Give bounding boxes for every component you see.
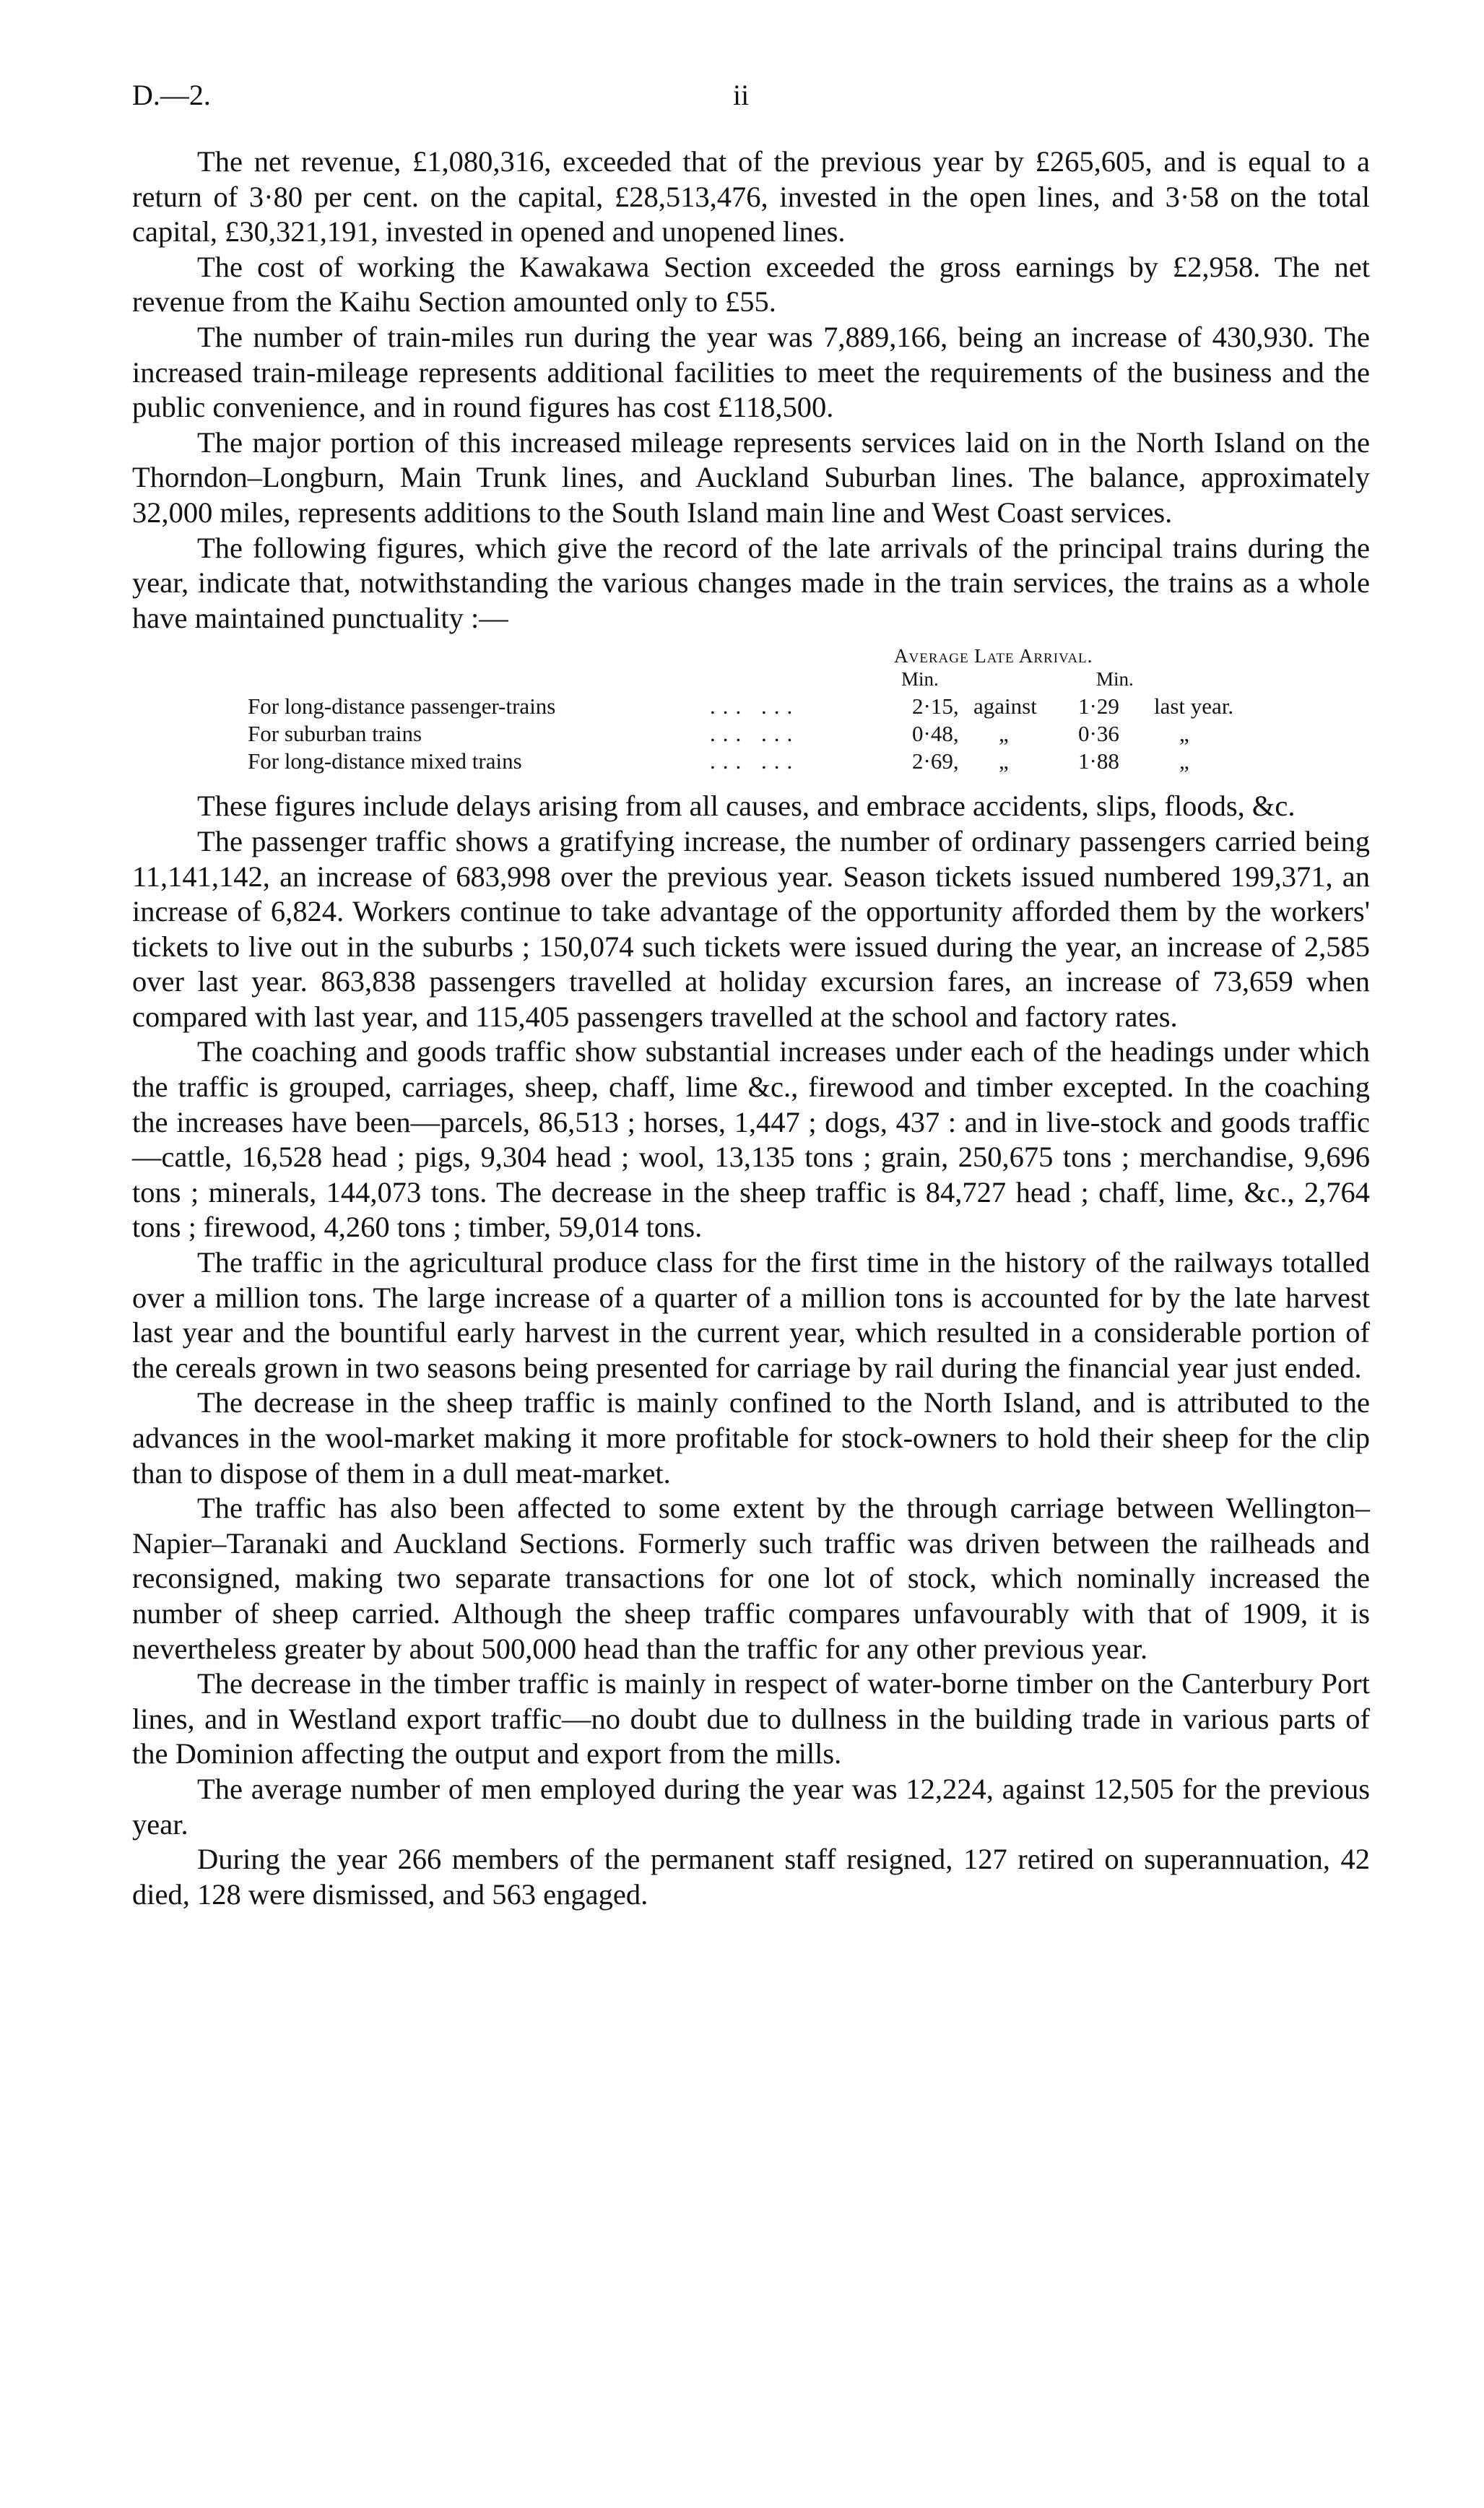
paragraph-net-revenue: The net revenue, £1,080,316, exceeded that of the previous year by £265,605, and is equal to a return of 3·80 per cent. on the capital, £28,513,476, invested in the open lines, and 3·58 on the total capital, £30,321,191, invested in opened and unopened lines. bbox=[132, 145, 1370, 248]
against-text: „ bbox=[999, 721, 1009, 747]
paragraph-through-carriage: The traffic has also been affected to some extent by the through carriage between Wellington–Napier–Taranaki and Auckland Sections. Formerly such traffic was driven between the railheads and reconsigned, making two separate transactions for one lot of stock, which nominally increased the number of sheep carried. Although the sheep traffic compares unfavourably with that of 1909, it is nevertheless greater by about 500,000 head than the traffic for any other previous year. bbox=[132, 1492, 1370, 1665]
paragraph-staff-changes: During the year 266 members of the permanent staff resigned, 127 retired on superannuation, 42 died, 128 were dismissed, and 563 engaged. bbox=[132, 1843, 1370, 1911]
leader-dots: ... ... bbox=[710, 748, 800, 774]
late-arrival-table bbox=[132, 643, 1370, 780]
suffix-text: „ bbox=[1179, 748, 1189, 774]
page-number: ii bbox=[733, 79, 750, 111]
current-value: 0·48, bbox=[912, 721, 959, 747]
paragraph-coaching-goods: The coaching and goods traffic show substantial increases under each of the headings under which the traffic is grouped, carriages, sheep, chaff, lime &c., firewood and timber excepted. In the coaching the increases have been—parcels, 86,513 ; horses, 1,447 ; dogs, 437 : and in live-stock and goods traffic—cattle, 16,528 head ; pigs, 9,304 head ; wool, 13,135 tons ; grain, 250,675 tons ; merchandise, 9,696 tons ; minerals, 144,073 tons. The decrease in the sheep traffic is 84,727 head ; chaff, lime, &c., 2,764 tons ; firewood, 4,260 tons ; timber, 59,014 tons. bbox=[132, 1035, 1370, 1244]
paragraph-timber-decrease: The decrease in the timber traffic is mainly in respect of water-borne timber on the Canterbury Port lines, and in Westland export traffic—no doubt due to dullness in the building trade in various parts of the Dominion affecting the output and export from the mills. bbox=[132, 1667, 1370, 1770]
paragraph-kawakawa: The cost of working the Kawakawa Section exceeded the gross earnings by £2,958. The net revenue from the Kaihu Section amounted only to £55. bbox=[132, 250, 1370, 319]
paragraph-mileage-services: The major portion of this increased mileage represents services laid on in the North Island on the Thorndon–Longburn, Main Trunk lines, and Auckland Suburban lines. The balance, approximately 32,000 miles, represents additions to the South Island main line and West Coast services. bbox=[132, 425, 1370, 529]
report-body bbox=[132, 144, 1370, 1912]
leader-dots: ... ... bbox=[710, 721, 800, 747]
late-arrival-heading: Average Late Arrival. bbox=[894, 645, 1093, 667]
against-text: against bbox=[973, 693, 1037, 719]
last-value: 0·36 bbox=[1078, 721, 1119, 747]
leader-dots: ... ... bbox=[710, 693, 800, 719]
paragraph-agricultural: The traffic in the agricultural produce class for the first time in the history of the railways totalled over a million tons. The large increase of a quarter of a million tons is accounted for by the late harvest last year and the bountiful early harvest in the current year, which resulted in a considerable portion of the cereals grown in two seasons being presented for carriage by rail during the financial year just ended. bbox=[132, 1246, 1370, 1384]
paragraph-passenger-traffic: The passenger traffic shows a gratifying increase, the number of ordinary passengers carried being 11,141,142, an increase of 683,998 over the previous year. Season tickets issued numbered 199,371, an increase of 6,824. Workers continue to take advantage of the opportunity afforded them by the workers' tickets to live out in the suburbs ; 150,074 such tickets were issued during the year, an increase of 2,585 over last year. 863,838 passengers travelled at holiday excursion fares, an increase of 73,659 when compared with last year, and 115,405 passengers travelled at the school and factory rates. bbox=[132, 824, 1370, 1033]
paragraph-train-miles: The number of train-miles run during the year was 7,889,166, being an increase of 430,930. The increased train-mileage represents additional facilities to meet the requirements of the business and the public convenience, and in round figures has cost £118,500. bbox=[132, 320, 1370, 424]
document-code: D.—2. bbox=[132, 79, 211, 111]
unit-current: Min. bbox=[901, 668, 939, 691]
row-label: For long-distance passenger-trains bbox=[248, 693, 556, 719]
unit-last: Min. bbox=[1096, 668, 1134, 691]
paragraph-men-employed: The average number of men employed during the year was 12,224, against 12,505 for the previous year. bbox=[132, 1772, 1370, 1841]
current-value: 2·15, bbox=[912, 693, 959, 719]
row-label: For long-distance mixed trains bbox=[248, 748, 522, 774]
last-value: 1·88 bbox=[1078, 748, 1119, 774]
paragraph-sheep-decrease: The decrease in the sheep traffic is mainly confined to the North Island, and is attributed to the advances in the wool-market making it more profitable for stock-owners to hold their sheep for the clip than to dispose of them in a dull meat-market. bbox=[132, 1386, 1370, 1489]
paragraph-late-arrivals-intro: The following figures, which give the record of the late arrivals of the principal trains during the year, indicate that, notwithstanding the various changes made in the train services, the trains as a whole have maintained punctuality :— bbox=[132, 531, 1370, 634]
current-value: 2·69, bbox=[912, 748, 959, 774]
paragraph-delays: These figures include delays arising from all causes, and embrace accidents, slips, floods, &c. bbox=[197, 790, 1296, 823]
row-label: For suburban trains bbox=[248, 721, 422, 747]
suffix-text: last year. bbox=[1154, 693, 1234, 719]
against-text: „ bbox=[999, 748, 1009, 774]
last-value: 1·29 bbox=[1078, 693, 1119, 719]
suffix-text: „ bbox=[1179, 721, 1189, 747]
